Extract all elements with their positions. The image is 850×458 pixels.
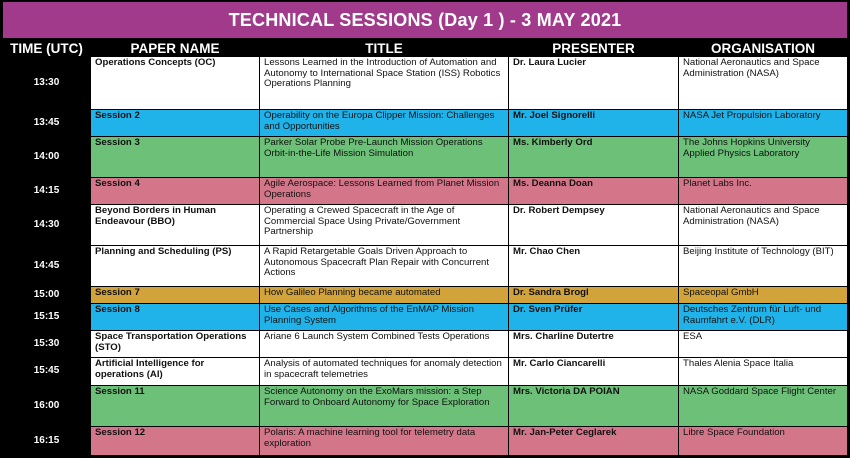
- row-paper-name: Artificial Intelligence for operations (AI): [91, 358, 259, 385]
- row-presenter: Dr. Sven Prüfer: [509, 304, 678, 330]
- header-paper-name: PAPER NAME: [130, 40, 220, 56]
- row-paper-name: Session 2: [91, 110, 259, 136]
- table-row: [0, 427, 850, 456]
- row-title: Ariane 6 Launch System Combined Tests Operations: [260, 331, 508, 357]
- row-organisation: Spaceopal GmbH: [679, 287, 847, 303]
- row-title: Operating a Crewed Spacecraft in the Age of Commercial Space Using Private/Government Partnership: [260, 205, 508, 245]
- row-organisation: National Aeronautics and Space Administration (NASA): [679, 57, 847, 109]
- row-time: 14:15: [3, 178, 90, 204]
- table-row: [0, 137, 850, 178]
- header-presenter: PRESENTER: [552, 40, 635, 56]
- row-presenter: Mr. Chao Chen: [509, 246, 678, 286]
- row-title: How Galileo Planning became automated: [260, 287, 508, 303]
- row-time: 16:15: [3, 427, 90, 455]
- row-title: Lessons Learned in the Introduction of Automation and Autonomy to International Space Station (ISS) Robotics Operations Planning: [260, 57, 508, 109]
- row-paper-name: Beyond Borders in Human Endeavour (BBO): [91, 205, 259, 245]
- row-time: 15:15: [3, 304, 90, 330]
- table-row: [0, 331, 850, 358]
- table-row: [0, 358, 850, 386]
- row-paper-name: Session 3: [91, 137, 259, 177]
- row-paper-name: Session 7: [91, 287, 259, 303]
- row-organisation: Planet Labs Inc.: [679, 178, 847, 204]
- row-presenter: Dr. Sandra Brogl: [509, 287, 678, 303]
- row-presenter: Ms. Kimberly Ord: [509, 137, 678, 177]
- row-paper-name: Operations Concepts (OC): [91, 57, 259, 109]
- row-organisation: Libre Space Foundation: [679, 427, 847, 455]
- header-organisation: ORGANISATION: [711, 40, 815, 56]
- row-time: 15:30: [3, 331, 90, 357]
- row-title: Use Cases and Algorithms of the EnMAP Mission Planning System: [260, 304, 508, 330]
- table-row: [0, 178, 850, 205]
- table-row: [0, 287, 850, 304]
- table-row: [0, 304, 850, 331]
- row-title: Agile Aerospace: Lessons Learned from Planet Mission Operations: [260, 178, 508, 204]
- row-paper-name: Session 11: [91, 386, 259, 426]
- row-presenter: Dr. Robert Dempsey: [509, 205, 678, 245]
- row-paper-name: Space Transportation Operations (STO): [91, 331, 259, 357]
- row-presenter: Mr. Jan-Peter Ceglarek: [509, 427, 678, 455]
- row-organisation: Beijing Institute of Technology (BIT): [679, 246, 847, 286]
- page-title: TECHNICAL SESSIONS (Day 1 ) - 3 MAY 2021: [3, 2, 847, 38]
- row-paper-name: Session 12: [91, 427, 259, 455]
- row-organisation: Deutsches Zentrum für Luft- und Raumfahrt e.V. (DLR): [679, 304, 847, 330]
- row-paper-name: Session 4: [91, 178, 259, 204]
- row-organisation: The Johns Hopkins University Applied Physics Laboratory: [679, 137, 847, 177]
- row-organisation: National Aeronautics and Space Administration (NASA): [679, 205, 847, 245]
- table-row: [0, 246, 850, 287]
- row-time: 14:45: [3, 246, 90, 286]
- table-row: [0, 57, 850, 110]
- row-organisation: NASA Jet Propulsion Laboratory: [679, 110, 847, 136]
- header-time: TIME (UTC): [10, 40, 83, 56]
- table-row: [0, 110, 850, 137]
- row-title: Analysis of automated techniques for anomaly detection in spacecraft telemetries: [260, 358, 508, 385]
- row-title: A Rapid Retargetable Goals Driven Approach to Autonomous Spacecraft Plan Repair with Concurrent Actions: [260, 246, 508, 286]
- table-row: [0, 205, 850, 246]
- row-title: Science Autonomy on the ExoMars mission: a Step Forward to Onboard Autonomy for Space Exploration: [260, 386, 508, 426]
- row-title: Polaris: A machine learning tool for telemetry data exploration: [260, 427, 508, 455]
- row-presenter: Mr. Joel Signorelli: [509, 110, 678, 136]
- row-organisation: NASA Goddard Space Flight Center: [679, 386, 847, 426]
- row-title: Operability on the Europa Clipper Mission: Challenges and Opportunities: [260, 110, 508, 136]
- row-time: 14:30: [3, 205, 90, 245]
- row-presenter: Dr. Laura Lucier: [509, 57, 678, 109]
- row-paper-name: Session 8: [91, 304, 259, 330]
- row-presenter: Mrs. Charline Dutertre: [509, 331, 678, 357]
- row-presenter: Mrs. Victoria DA POIAN: [509, 386, 678, 426]
- row-time: 13:45: [3, 110, 90, 136]
- row-organisation: ESA: [679, 331, 847, 357]
- table-row: [0, 386, 850, 427]
- row-title: Parker Solar Probe Pre-Launch Mission Operations Orbit-in-the-Life Mission Simulation: [260, 137, 508, 177]
- row-paper-name: Planning and Scheduling (PS): [91, 246, 259, 286]
- row-presenter: Ms. Deanna Doan: [509, 178, 678, 204]
- row-time: 16:00: [3, 386, 90, 426]
- row-time: 15:00: [3, 287, 90, 303]
- row-time: 14:00: [3, 137, 90, 177]
- row-presenter: Mr. Carlo Ciancarelli: [509, 358, 678, 385]
- row-time: 15:45: [3, 358, 90, 385]
- header-title: TITLE: [365, 40, 403, 56]
- row-organisation: Thales Alenia Space Italia: [679, 358, 847, 385]
- row-time: 13:30: [3, 57, 90, 109]
